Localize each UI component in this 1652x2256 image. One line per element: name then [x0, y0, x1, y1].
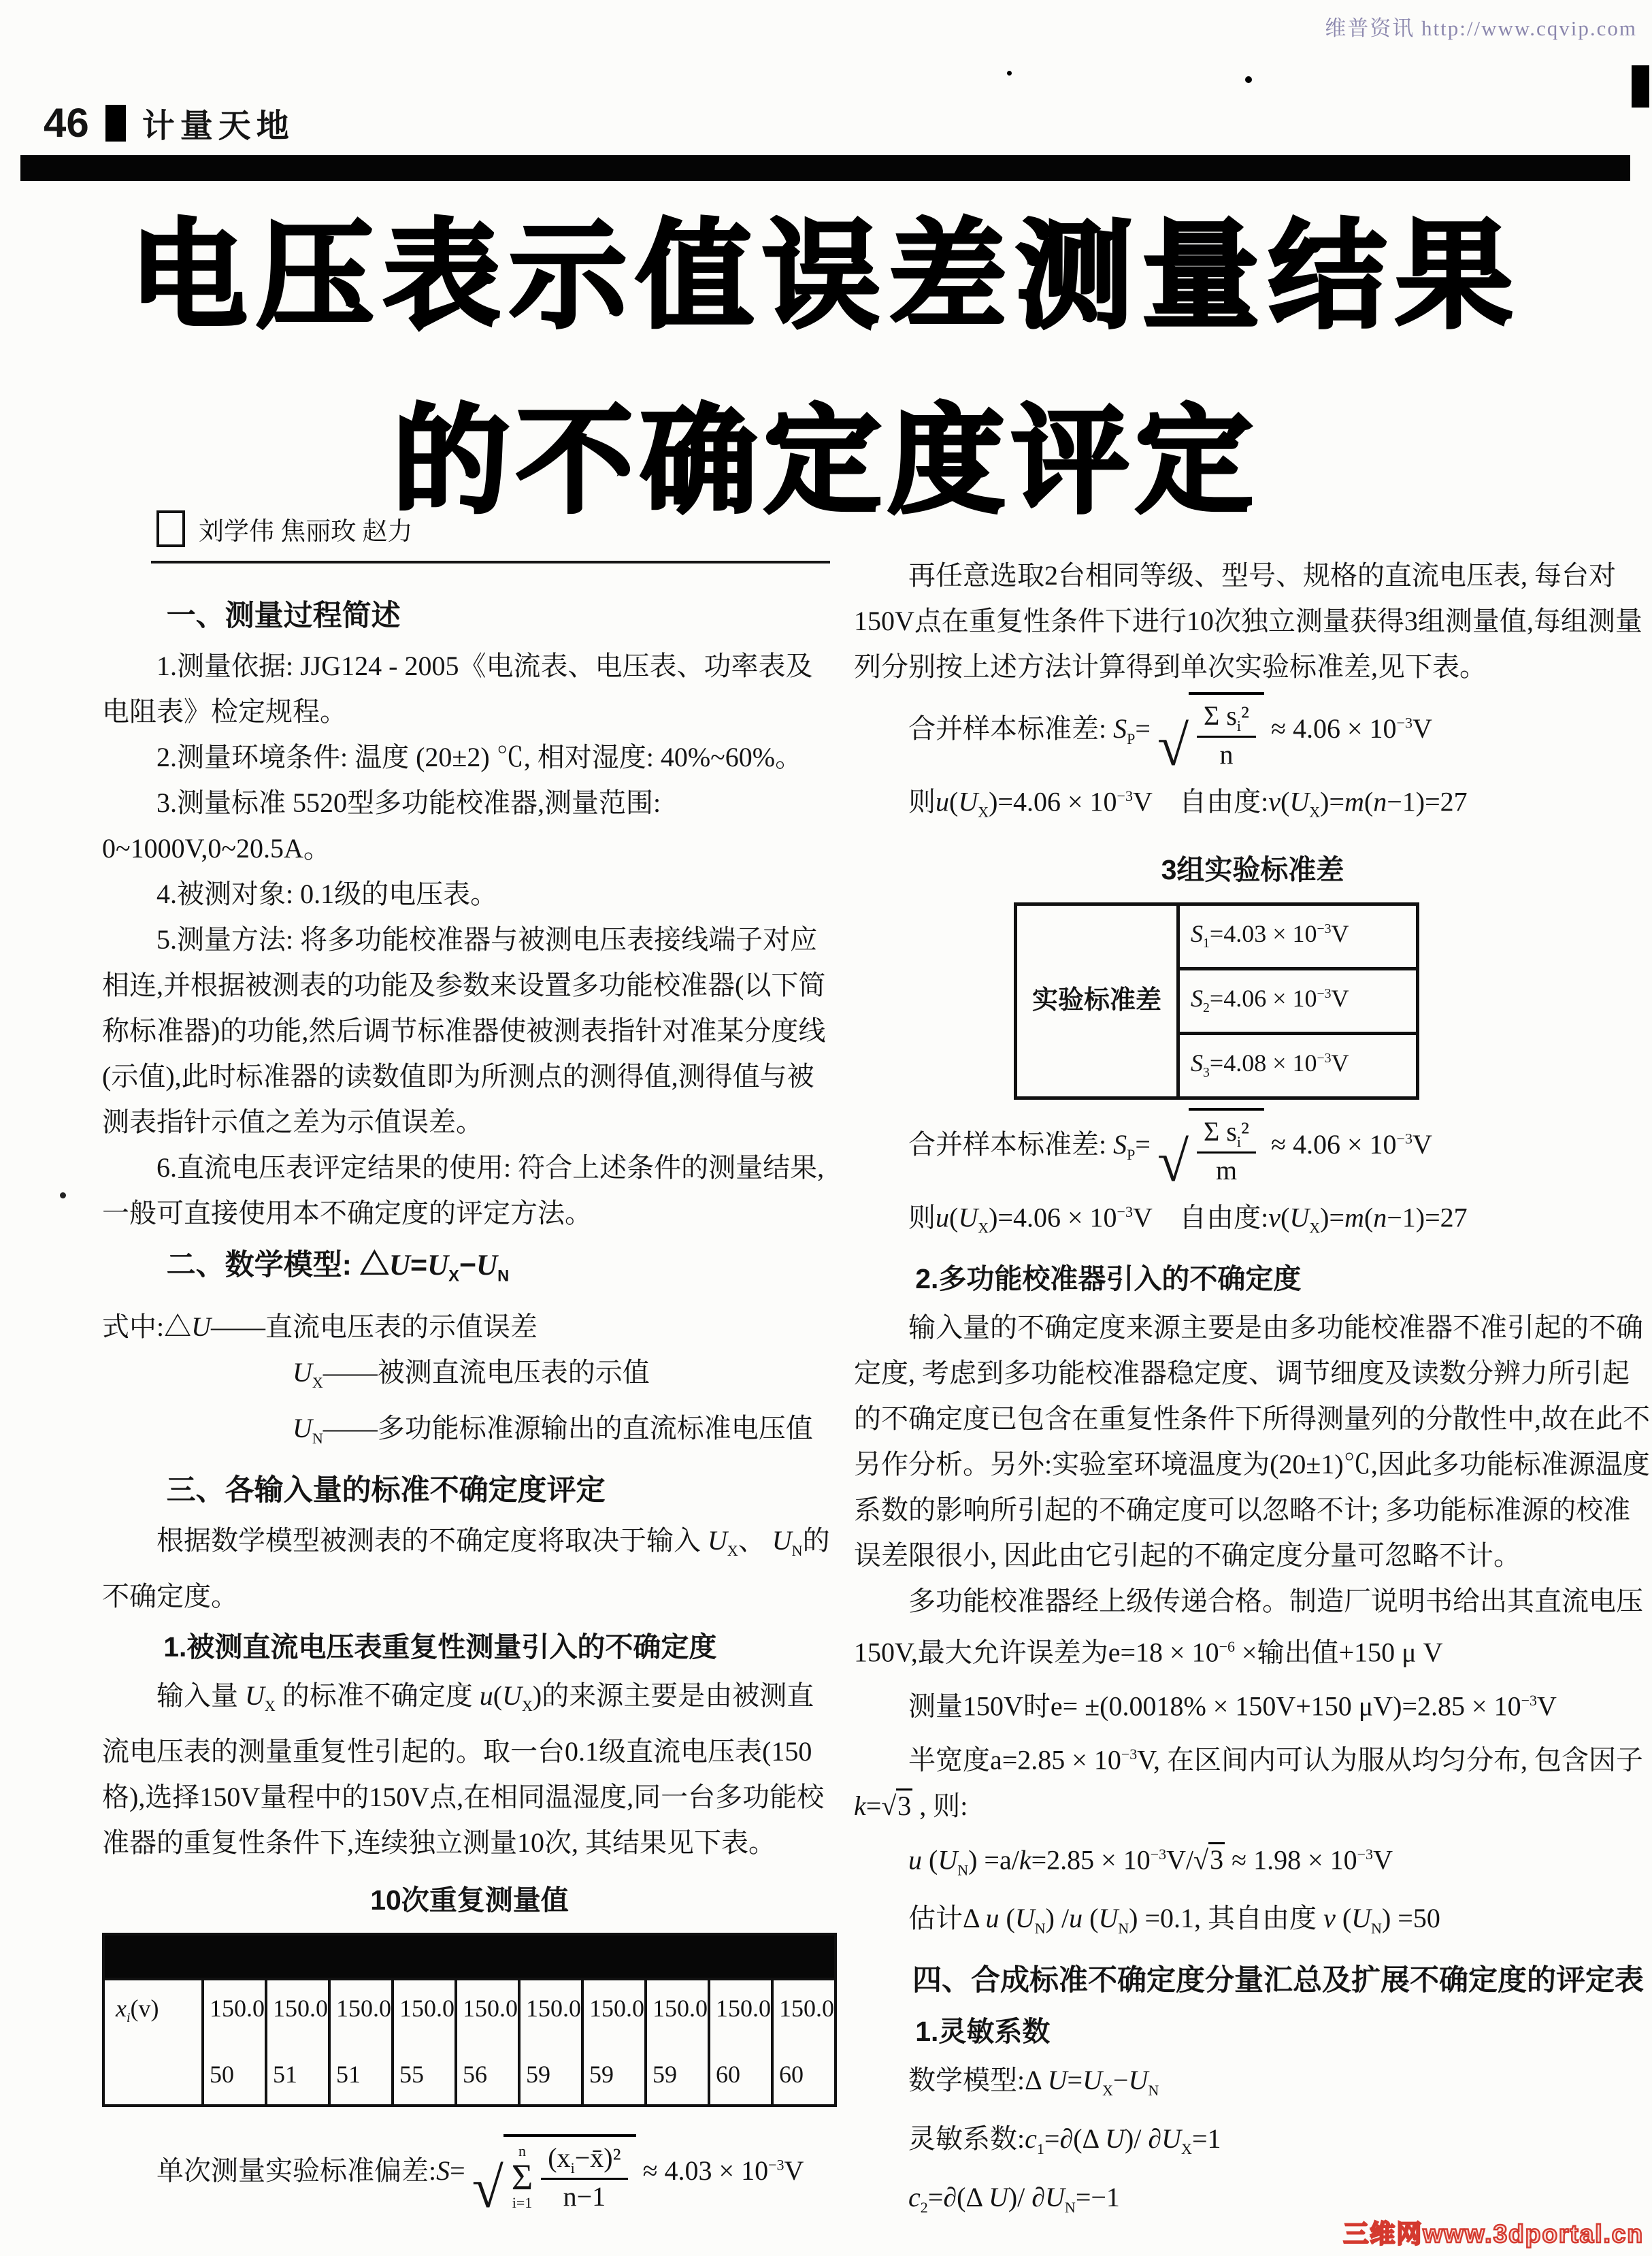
- paragraph-three-groups: 再任意选取2台相同等级、型号、规格的直流电压表, 每台对150V点在重复性条件下进行10次独立测量获得3组测量值,每组测量列分别按上述方法计算得到单次实验标准差,见下表。: [854, 560, 1642, 682]
- measurement-cell: 150.0 50: [203, 1979, 266, 2106]
- table-header-row: [103, 1934, 836, 1979]
- paragraph-environment: 2.测量环境条件: 温度 (20±2) ℃, 相对湿度: 40%~60%。: [156, 742, 803, 772]
- measurement-cell: 150.0 51: [329, 1979, 393, 2106]
- paragraph-method: 5.测量方法: 将多功能校准器与被测电压表接线端子对应相连,并根据被测表的功能及参数来设置多功能校准器(以下简称标准器)的功能,然后调节标准器使被测表指针对准某分度线(示值),此时标准器的读数值即为所测点的测得值,测得值与被测表指针示值之差为示值误差。: [102, 924, 826, 1137]
- authors-underline: [151, 561, 830, 563]
- repeat-measurements-table: [102, 1933, 837, 2107]
- formula-u-un: u $(U_N) =a/k=2.85 \times 10^{-3}V/√3 \approx 1.98 \times 10^{-3}V$: [854, 1831, 1651, 1893]
- row-header-cell: 实验标准差: [1016, 904, 1178, 1098]
- cqvip-watermark: 维普资讯 http://www.cqvip.com: [1325, 16, 1637, 40]
- formula-single-stddev: 单次测量实验标准偏差:S= √ n Σ i=1 $\frac{(x_i-x̄)^2}{n-1}$ ≈ $4.03 \times 10^{-3}V$: [102, 2134, 837, 2212]
- paragraph-usage: 6.直流电压表评定结果的使用: 符合上述条件的测量结果, 一般可直接使用本不确定度的评定方法。: [102, 1152, 825, 1228]
- repeat-table-title: 10次重复测量值: [370, 1884, 569, 1916]
- authors-line: [156, 510, 413, 547]
- article-title-line2: 的不确定度评定: [393, 396, 1259, 527]
- paragraph-standard: 3.测量标准 5520型多功能校准器,测量范围: 0~1000V,0~20.5A。: [102, 787, 661, 864]
- formula-c1: 灵敏系数$:c_1=\partial(\Delta$ U)/ $\partial U_X=1$: [908, 2123, 1221, 2158]
- experimental-stddev-table: [1014, 902, 1419, 1100]
- paragraph-half-width: 半宽度$a=2.85 \times 10^{-3}V$, 在区间内可认为服从均匀分布, 包含因子 k=√3 , 则:: [854, 1744, 1644, 1821]
- formula-u-ux-1: 则$u(U_X)=4.06 \times 10^{-3}V$ 自由度$:v(U_X)=m(n-1)=27$: [908, 786, 1468, 821]
- journal-section-name: 计量天地: [142, 108, 295, 144]
- table-row: [1016, 904, 1418, 968]
- table-header-blackout: [103, 1934, 836, 1979]
- paragraph-calibrator-sources: 输入量的不确定度来源主要是由多功能校准器不准引起的不确定度, 考虑到多功能校准器稳定度、调节细度及读数分辨力所引起的不确定度已包含在重复性条件下所得测量列的分散性中,故在此不另作分析。另外:实验室环境温度为(20±1)℃,因此多功能标准源温度系数的影响所引起的不确定度可以忽略不计; 多功能标准源的校准误差限很小, 因此由它引起的不确定度分量可忽略不计。: [854, 1311, 1650, 1571]
- formula-pooled-stddev-2: 合并样本标准差: $S_P=$ √ $\frac{\Sigma s_i^2}{m}$ ≈ $4.06 \times 10^{-3}V$: [854, 1108, 1651, 1186]
- table-data-row: [103, 1979, 836, 2106]
- measurement-cell: 150.0 60: [772, 1979, 836, 2106]
- heading-measurement-process: 一、测量过程简述: [166, 600, 401, 632]
- exp-table-title: 3组实验标准差: [1161, 853, 1344, 885]
- paragraph-repeatability: 输入量 $U_X$ 的标准不确定度 $u(U_X)$的来源主要是由被测直流电压表的测量重复性引起的。取一台0.1级直流电压表(150格),选择150V量程中的150V点,在相同温湿度,同一台多功能校准器的重复性条件下,连续独立测量10次, 其结果见下表。: [102, 1680, 825, 1858]
- formula-estimate-dof: 估计Δ u $(U_N)$ /u $(U_N) =0.1$, 其自由度 v $(U_N) =50$: [908, 1903, 1440, 1938]
- measurement-cell: 150.0 55: [393, 1979, 456, 2106]
- scan-speck: [60, 1192, 66, 1198]
- measurement-cell: 150.0 60: [709, 1979, 772, 2106]
- stddev-cell-s2: $S_2=4.06 \times 10^{-3}V$: [1178, 968, 1418, 1033]
- paragraph-depends: 根据数学模型被测表的不确定度将取决于输入 $U_X$、 $U_N$的不确定度。: [102, 1524, 830, 1612]
- measurement-cell: 150.0 59: [582, 1979, 646, 2106]
- stddev-cell-s3: $S_3=4.08 \times 10^{-3}V$: [1178, 1034, 1418, 1098]
- page-number: 46: [44, 100, 89, 146]
- article-title-line1: 电压表示值误差测量结果: [130, 211, 1522, 342]
- formula-un-definition: $U_N——$多功能标准源输出的直流标准电压值: [293, 1412, 813, 1447]
- scan-speck: [1245, 76, 1252, 83]
- heading-sensitivity: 1.灵敏系数: [915, 2016, 1051, 2048]
- heading-math-model: 二、数学模型: $\triangle U=U_X-U_N$: [166, 1249, 510, 1286]
- measurement-cell: 150.0 51: [266, 1979, 329, 2106]
- heading-combined-uncertainty: 四、合成标准不确定度分量汇总及扩展不确定度的评定表: [912, 1964, 1644, 1997]
- heading-standard-uncertainty: 三、各输入量的标准不确定度评定: [166, 1473, 606, 1507]
- left-column: [102, 587, 837, 2220]
- paragraph-basis: 1.测量依据: JJG124 - 2005《电流表、电压表、功率表及电阻表》检定规程。: [102, 651, 813, 727]
- formula-model-repeat: 数学模型:Δ $U=U_X-U_N$: [908, 2065, 1159, 2099]
- 3dportal-watermark: 三维网www.3dportal.cn: [1343, 2220, 1644, 2248]
- right-column: [854, 553, 1651, 2233]
- row-label-cell: $x_i(v)$: [103, 1979, 203, 2106]
- page-header: [44, 99, 295, 146]
- formula-ux-definition: $U_X——$被测直流电压表的示值: [293, 1356, 650, 1391]
- measurement-cell: 150.0 59: [646, 1979, 709, 2106]
- measurement-cell: 150.0 59: [519, 1979, 582, 2106]
- heading-calibrator-uncertainty: 2.多功能校准器引入的不确定度: [915, 1262, 1302, 1294]
- scan-speck: [1632, 65, 1649, 108]
- measurement-cell: 150.0 56: [456, 1979, 519, 2106]
- heading-repeatability: 1.被测直流电压表重复性测量引入的不确定度: [163, 1631, 717, 1663]
- formula-where: 式中:△U——直流电压表的示值误差: [102, 1311, 538, 1342]
- stddev-cell-s1: $S_1=4.03 \times 10^{-3}V$: [1178, 904, 1418, 968]
- formula-u-ux-2: 则$u(U_X)=4.06 \times 10^{-3}V$ 自由度$:v(U_X)=m(n-1)=27$: [908, 1202, 1468, 1237]
- author-marker-box: [156, 510, 185, 547]
- paragraph-max-error: 多功能校准器经上级传递合格。制造厂说明书给出其直流电压150V,最大允许误差为$e=18 \times 10^{-6}$ ×输出值+150 μ V: [854, 1585, 1643, 1668]
- formula-error-150v: 测量150V时e= ±(0.0018% × 150V+150 $\mu V)=2.85 \times 10^{-3}V$: [908, 1690, 1557, 1722]
- formula-pooled-stddev-1: 合并样本标准差: $S_P=$ √ $\frac{\Sigma s_i^2}{n}$ ≈ $4.06 \times 10^{-3}V$: [854, 692, 1651, 770]
- paragraph-object: 4.被测对象: 0.1级的电压表。: [156, 879, 498, 909]
- header-block-icon: [105, 105, 126, 142]
- author-names: 刘学伟 焦丽玫 赵力: [199, 518, 413, 546]
- formula-c2: $c_2=\partial(\Delta$ U)/ $\partial U_N=-1$: [908, 2182, 1120, 2217]
- header-rule-bar: [20, 155, 1630, 181]
- scan-speck: [1007, 71, 1012, 76]
